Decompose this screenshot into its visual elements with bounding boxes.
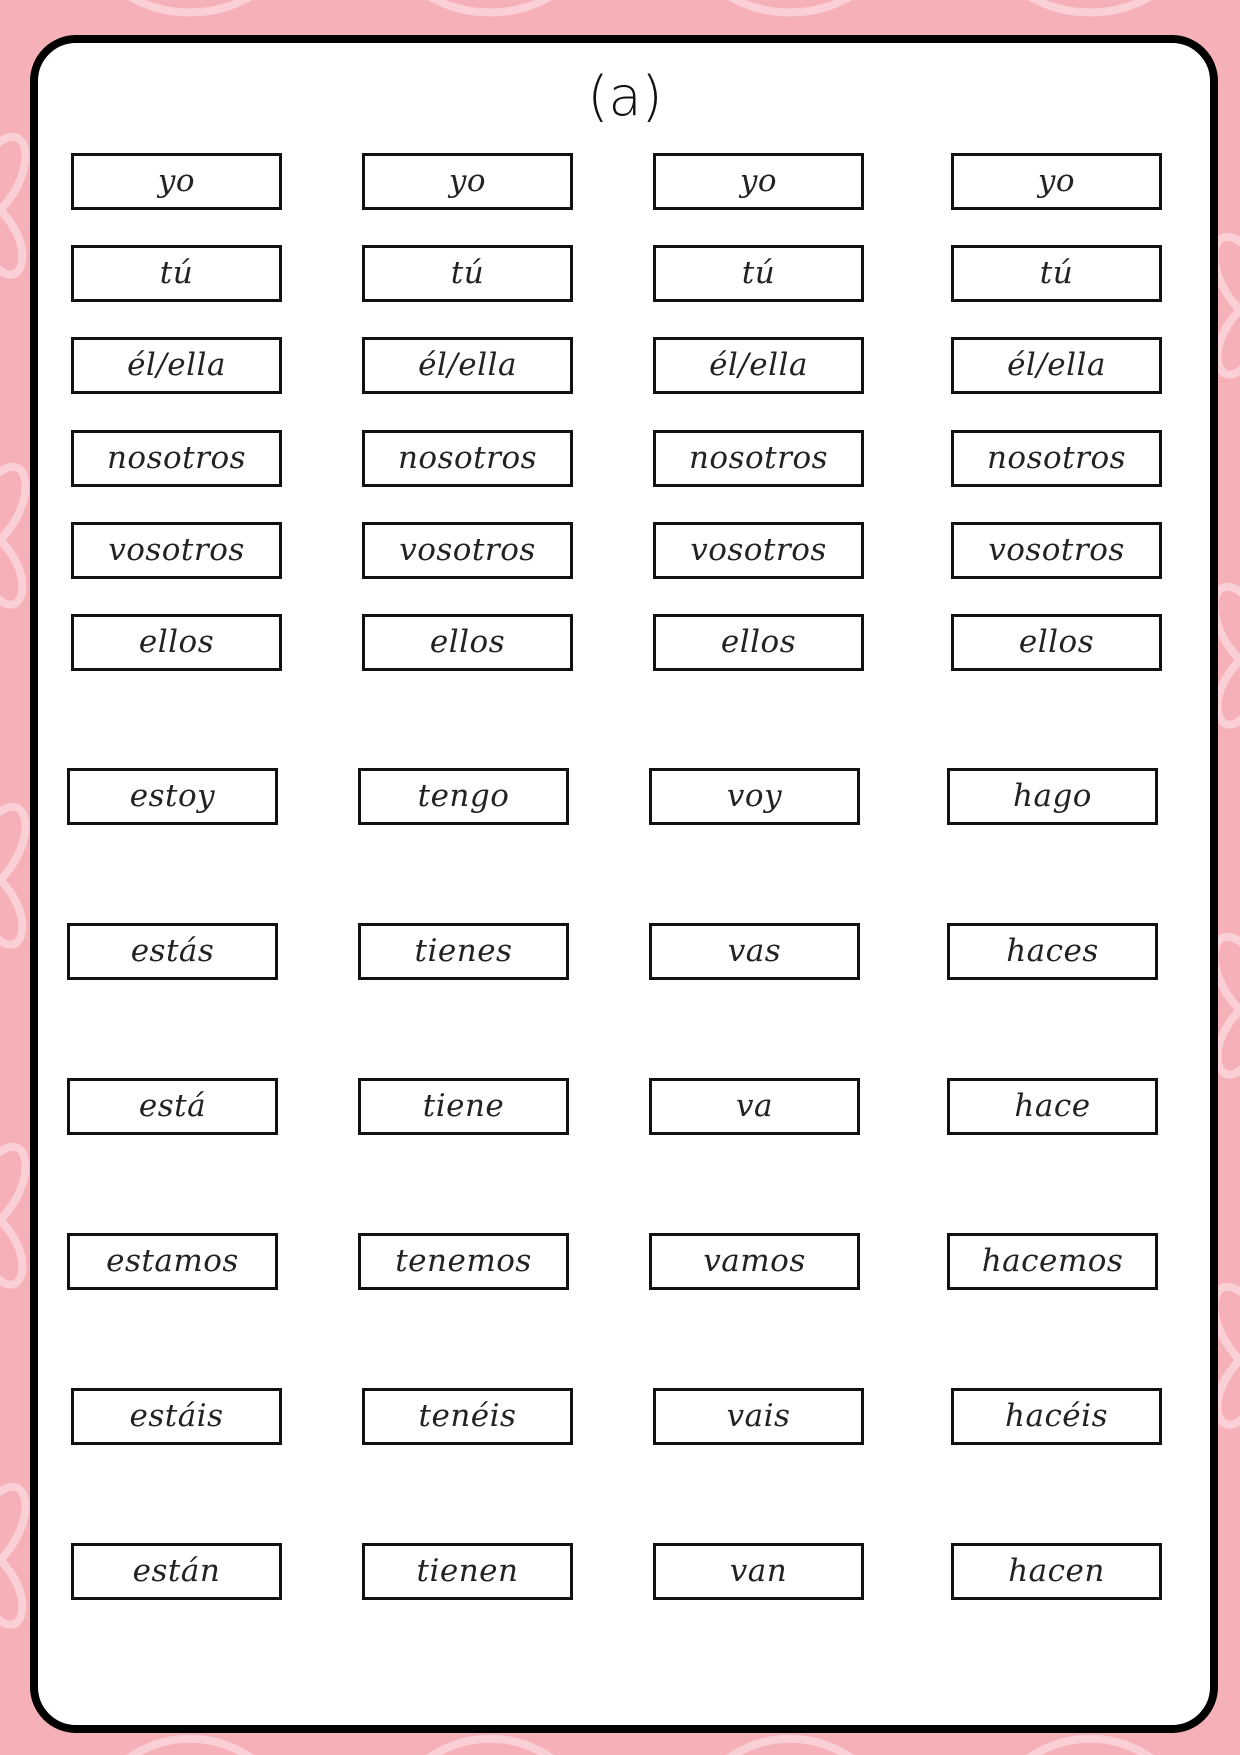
pronoun-card: nosotros [362,430,573,487]
verb-card: vamos [649,1233,860,1290]
verb-card: voy [649,768,860,825]
pronoun-card: él/ella [951,337,1162,394]
pronoun-card: nosotros [951,430,1162,487]
pronoun-card: tú [653,245,864,302]
pronoun-card: vosotros [362,522,573,579]
verb-card: vas [649,923,860,980]
pronoun-card: nosotros [653,430,864,487]
pronoun-card: él/ella [653,337,864,394]
verb-card: tengo [358,768,569,825]
pronoun-card: nosotros [71,430,282,487]
pronoun-card: tú [71,245,282,302]
verb-card: hacéis [951,1388,1162,1445]
verb-card: van [653,1543,864,1600]
verb-card: tenéis [362,1388,573,1445]
pronoun-card: ellos [653,614,864,671]
pronoun-card: yo [71,153,282,210]
verb-card: tenemos [358,1233,569,1290]
pronoun-card: vosotros [653,522,864,579]
pronoun-card: yo [362,153,573,210]
pronoun-card: tú [362,245,573,302]
verb-card: están [71,1543,282,1600]
verb-card: hacen [951,1543,1162,1600]
verb-card: estamos [67,1233,278,1290]
pronoun-card: vosotros [71,522,282,579]
verb-card: vais [653,1388,864,1445]
verb-card: va [649,1078,860,1135]
pronoun-card: ellos [71,614,282,671]
verb-card: tienes [358,923,569,980]
pronoun-card: él/ella [71,337,282,394]
verb-card: estoy [67,768,278,825]
worksheet-title: (a) [587,65,663,128]
pronoun-card: ellos [362,614,573,671]
pronoun-card: yo [951,153,1162,210]
verb-card: hago [947,768,1158,825]
pronoun-card: tú [951,245,1162,302]
verb-card: estáis [71,1388,282,1445]
verb-card: hacemos [947,1233,1158,1290]
verb-card: está [67,1078,278,1135]
pronoun-card: ellos [951,614,1162,671]
verb-card: tienen [362,1543,573,1600]
verb-card: tiene [358,1078,569,1135]
verb-card: estás [67,923,278,980]
verb-card: hace [947,1078,1158,1135]
verb-card: haces [947,923,1158,980]
pronoun-card: él/ella [362,337,573,394]
pronoun-card: vosotros [951,522,1162,579]
pronoun-card: yo [653,153,864,210]
